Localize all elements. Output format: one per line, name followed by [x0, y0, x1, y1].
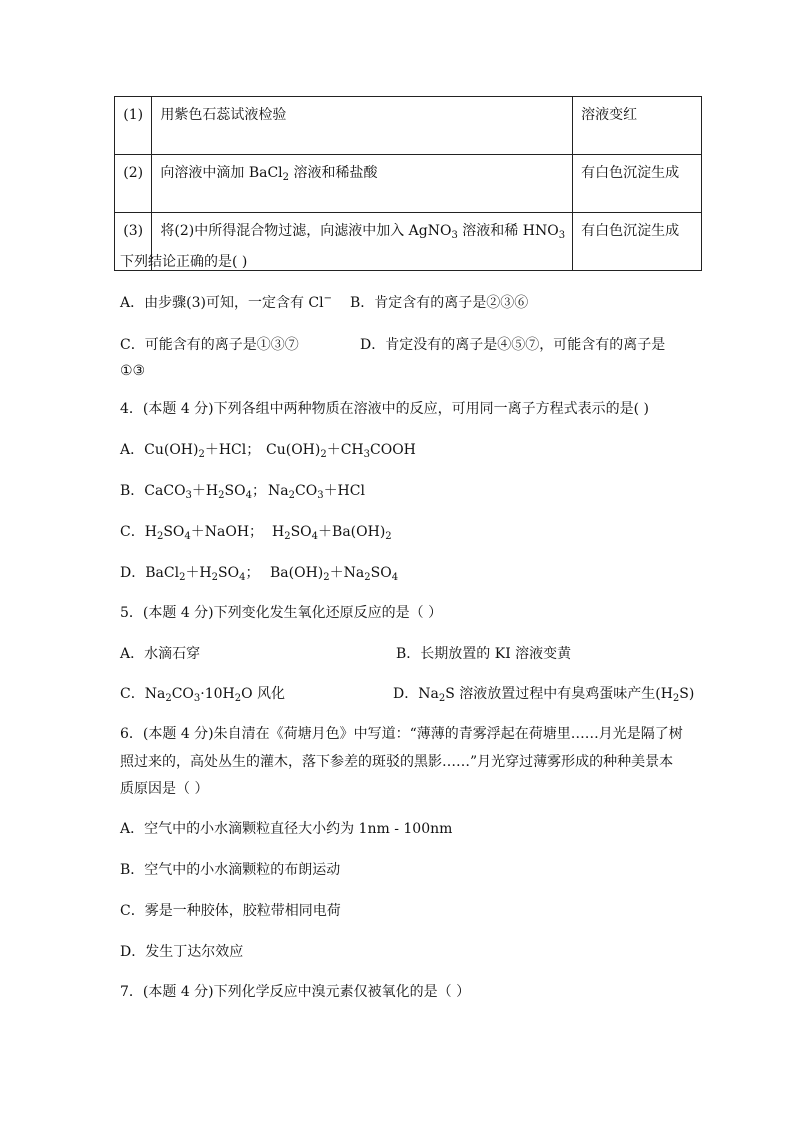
option-a: A．空气中的小水滴颗粒直径大小约为 1nm - 100nm — [120, 821, 453, 837]
question-6-line-2: 照过来的，高处丛生的灌木，落下参差的斑驳的黑影……”月光穿过薄雾形成的种种美景本 — [120, 754, 674, 770]
question-5-stem: 5．(本题 4 分)下列变化发生氧化还原反应的是（ ） — [120, 605, 443, 621]
step-operation: 用紫色石蕊试液检验 — [152, 97, 573, 155]
question-6-line-1: 6．(本题 4 分)朱自清在《荷塘月色》中写道：“薄薄的青雾浮起在荷塘里……月光是隔了树 — [120, 726, 683, 742]
step-operation: 向溶液中滴加 BaCl$_2$ 溶液和稀盐酸 — [152, 155, 573, 213]
question-6-line-3: 质原因是（ ） — [120, 781, 209, 797]
option-c: C．$Na_2CO_3\cdot 10H_2O$ 风化 — [120, 686, 286, 704]
option-d: D．肯定没有的离子是④⑤⑦，可能含有的离子是 — [360, 337, 666, 353]
step-operation: 将(2)中所得混合物过滤，向滤液中加入 AgNO$_3$ 溶液和稀 $HNO_3$ — [152, 213, 573, 271]
option-d-continued: ①③ — [120, 363, 146, 379]
option-a: A．$Cu(OH)_2+HCl$； — [120, 442, 261, 460]
option-c: C．$H_2SO_4+NaOH$； — [120, 524, 264, 542]
step-number: (3) — [115, 213, 152, 271]
option-b: B．肯定含有的离子是②③⑥ — [350, 295, 529, 311]
step-phenomenon: 溶液变红 — [573, 97, 702, 155]
option-b: B．长期放置的 KI 溶液变黄 — [396, 646, 572, 662]
step-phenomenon: 有白色沉淀生成 — [573, 213, 702, 271]
option-b: B．空气中的小水滴颗粒的布朗运动 — [120, 862, 341, 878]
option-b-second: $Na_2CO_3+HCl$ — [268, 483, 365, 501]
question-7-stem: 7．(本题 4 分)下列化学反应中溴元素仅被氧化的是（ ） — [120, 984, 471, 1000]
option-c: C．可能含有的离子是①③⑦ — [120, 337, 299, 353]
table-row — [115, 97, 702, 155]
step-phenomenon: 有白色沉淀生成 — [573, 155, 702, 213]
question-4-stem: 4．(本题 4 分)下列各组中两种物质在溶液中的反应，可用同一离子方程式表示的是( ) — [120, 401, 650, 417]
option-d-second: $Ba(OH)_2+Na_2SO_4$ — [270, 565, 399, 583]
option-d: D．发生丁达尔效应 — [120, 944, 244, 960]
option-b: B．$CaCO_3+H_2SO_4$； — [120, 483, 266, 501]
option-a-second: $Cu(OH)_2+CH_3COOH$ — [266, 442, 416, 460]
option-c-second: $H_2SO_4+Ba(OH)_2$ — [272, 524, 392, 542]
option-d: D．$Na_2S$ 溶液放置过程中有臭鸡蛋味产生$(H_2S)$ — [393, 686, 695, 704]
question-stem: 下列结论正确的是( ) — [120, 254, 248, 270]
experiment-table — [114, 96, 702, 271]
table-row — [115, 155, 702, 213]
option-d: D．$BaCl_2+H_2SO_4$； — [120, 565, 260, 583]
option-a: A．由步骤(3)可知，一定含有 Cl− — [120, 293, 332, 311]
step-number: (2) — [115, 155, 152, 213]
option-a: A．水滴石穿 — [120, 646, 201, 662]
step-number: (1) — [115, 97, 152, 155]
option-c: C．雾是一种胶体，胶粒带相同电荷 — [120, 903, 341, 919]
